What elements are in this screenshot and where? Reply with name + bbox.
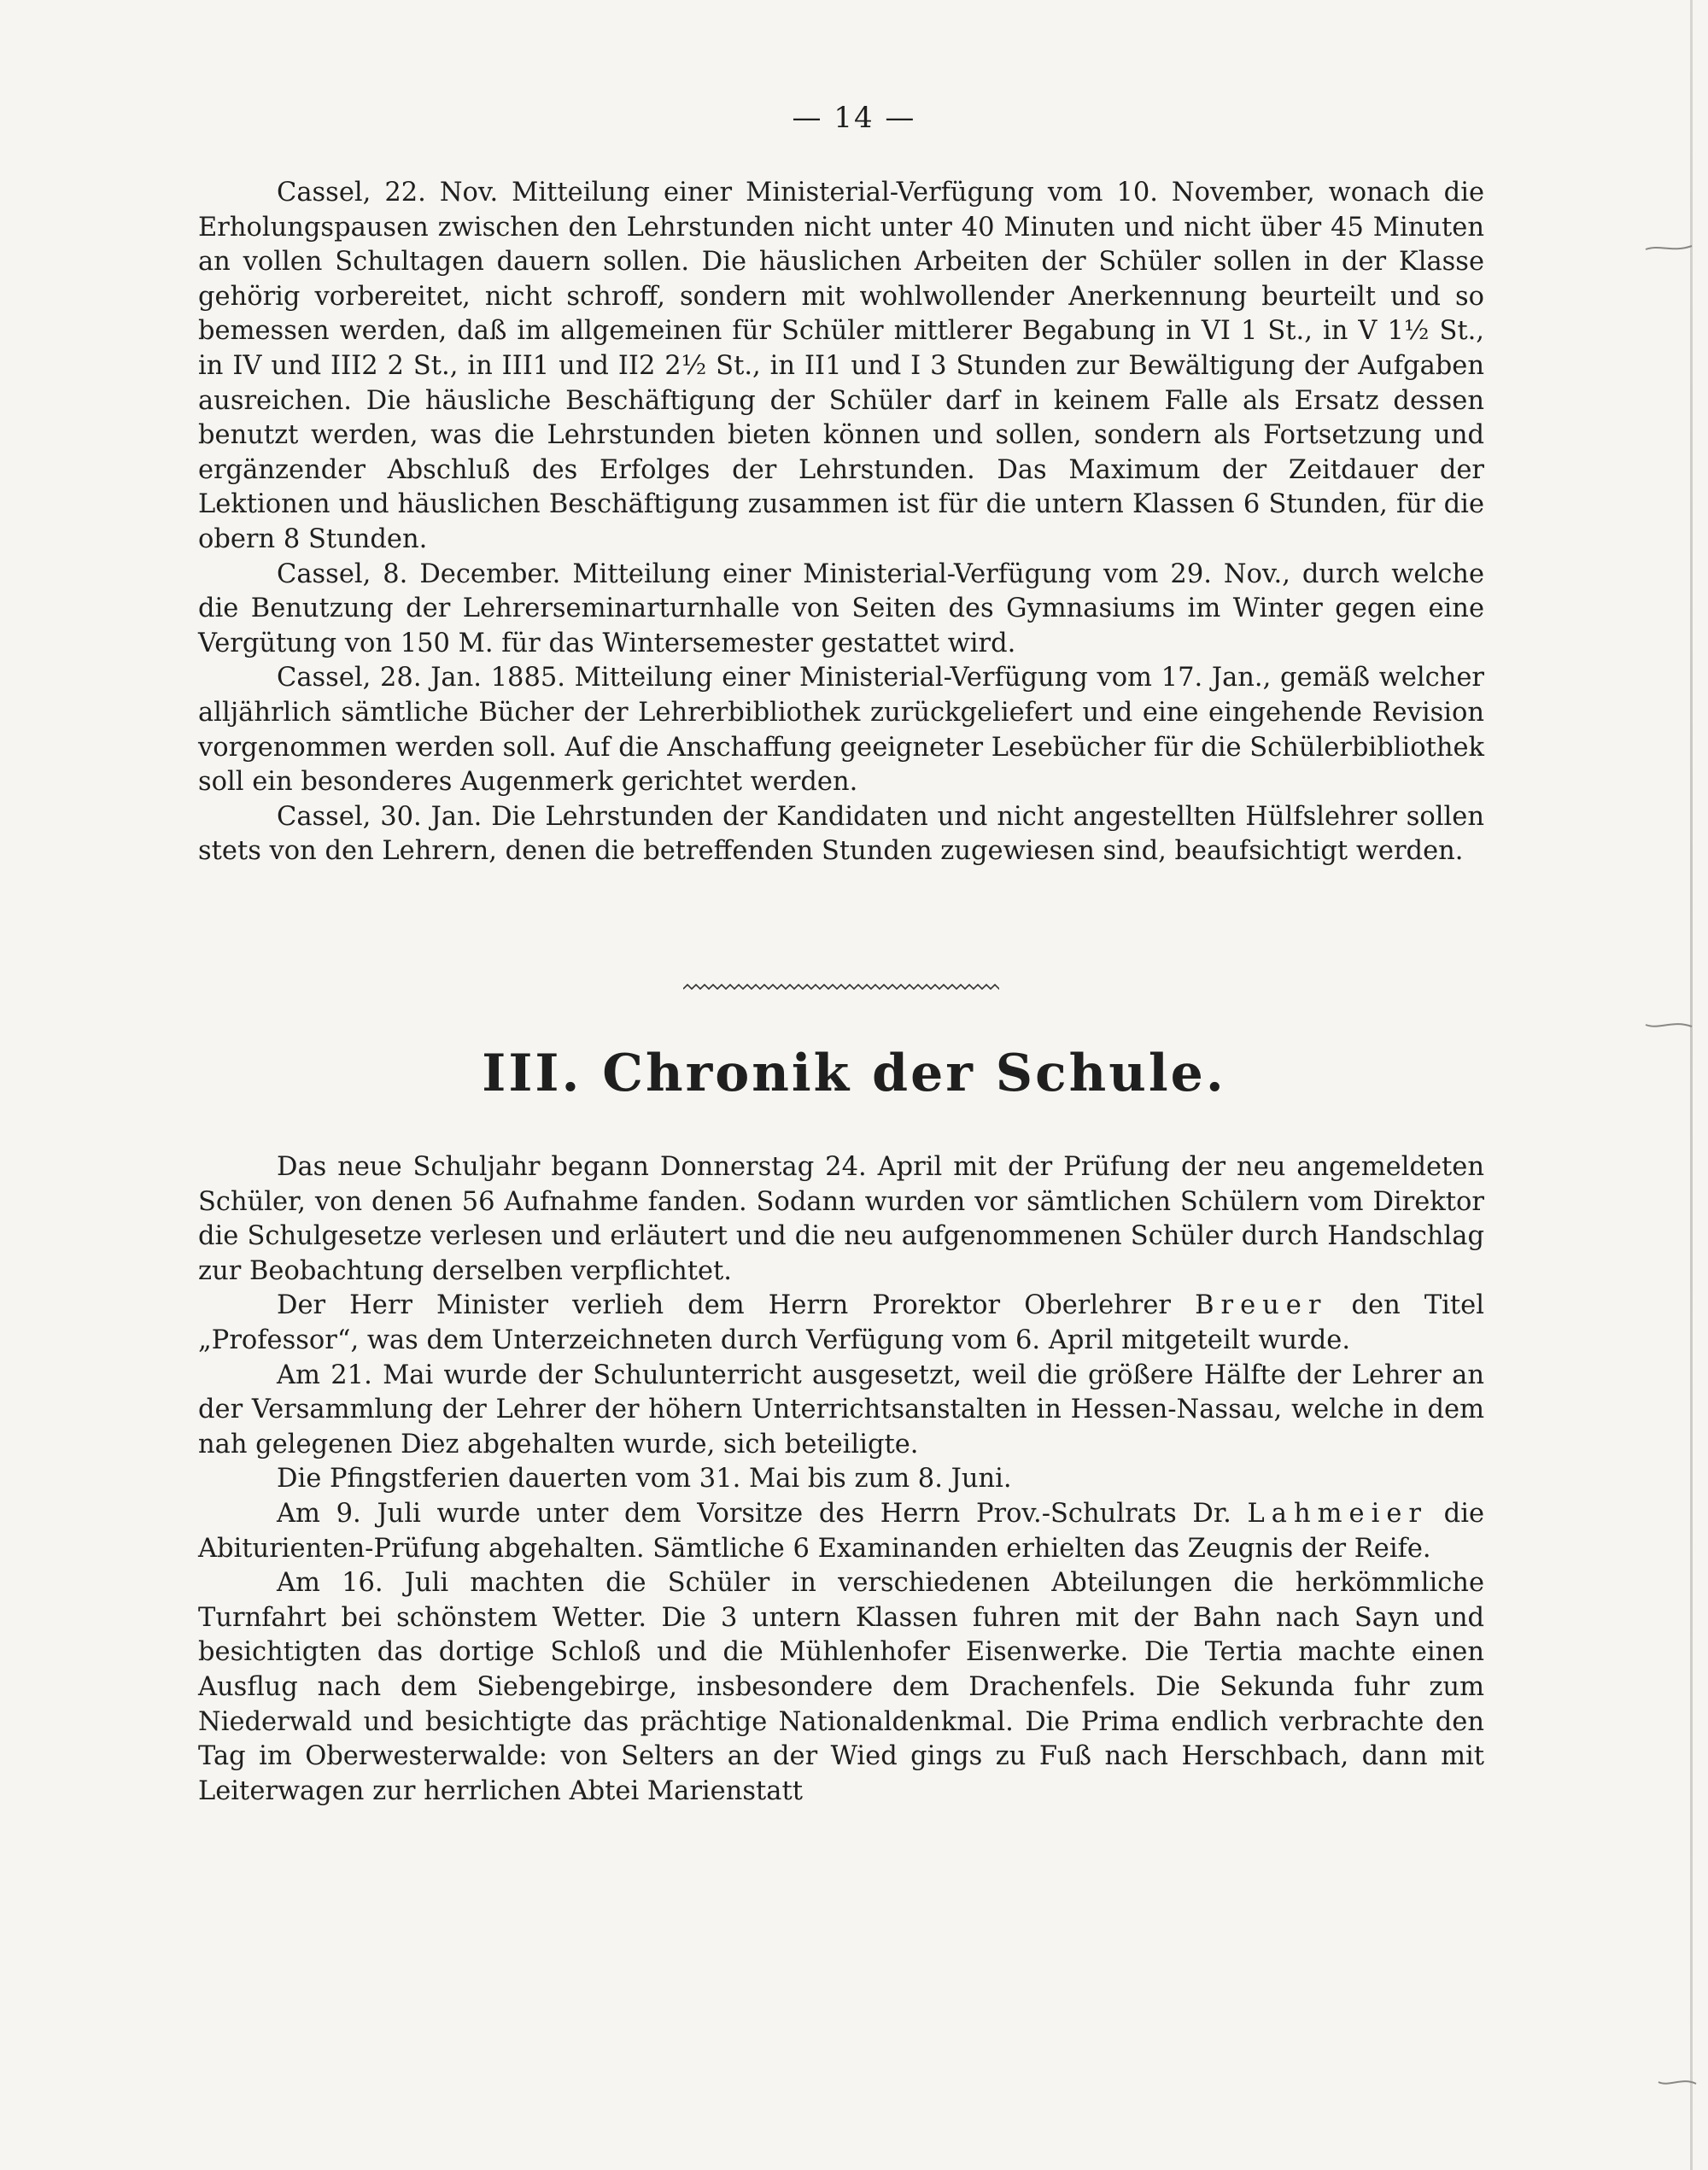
paragraph: Cassel, 22. Nov. Mitteilung einer Ministerial-Verfügung vom 10. November, wonach die Erholungspausen zwischen den Lehrstunden nicht unter 40 Minuten und nicht über 45 Minuten an vollen Schultagen dauern sollen. Die häuslichen Arbeiten der Schüler sollen in der Klasse gehörig vorbereitet, nicht schroff, sondern mit wohlwollender Anerkennung beurteilt und so bemessen werden, daß im allgemeinen für Schüler mittlerer Begabung in VI 1 St., in V 1½ St., in IV und III2 2 St., in III1 und II2 2½ St., in II1 und I 3 Stunden zur Bewältigung der Aufgaben ausreichen. Die häusliche Beschäftigung der Schüler darf in keinem Falle als Ersatz dessen benutzt werden, was die Lehrstunden bieten können und sollen, sondern als Fortsetzung und ergänzender Abschluß des Erfolges der Lehrstunden. Das Maximum der Zeitdauer der Lektionen und häuslichen Beschäftigung zusammen ist für die untern Klassen 6 Stunden, für die obern 8 Stunden. xyxy=(198,178,1484,554)
section-heading xyxy=(0,1044,1708,1103)
section-title: Chronik der Schule. xyxy=(602,1044,1226,1103)
ministerial-notices xyxy=(198,176,1484,869)
paragraph: Die Pfingstferien dauerten vom 31. Mai bis zum 8. Juni. xyxy=(277,1464,1012,1494)
paragraph xyxy=(198,1497,1484,1566)
paragraph xyxy=(198,1289,1484,1358)
person-name: Breuer xyxy=(1195,1290,1328,1321)
person-name: Lahmeier xyxy=(1247,1498,1428,1529)
paragraph: Das neue Schuljahr begann Donnerstag 24. April mit der Prüfung der neu angemeldeten Schüler, von denen 56 Aufnahme fanden. Sodann wurden vor sämtlichen Schülern vom Direktor die Schulgesetze verlesen und erläutert und die neu aufgenommenen Schüler durch Handschlag zur Beobachtung derselben verpflichtet. xyxy=(198,1152,1484,1286)
scan-smudge-mark xyxy=(1644,231,1695,265)
paragraph: Cassel, 8. December. Mitteilung einer Ministerial-Verfügung vom 29. Nov., durch welche die Benutzung der Lehrerseminarturnhalle von Seiten des Gymnasiums im Winter gegen eine Vergütung von 150 M. für das Wintersemester gestattet wird. xyxy=(198,559,1484,658)
paragraph: Am 16. Juli machten die Schüler in verschiedenen Abteilungen die herkömmliche Turnfahrt bei schönstem Wetter. Die 3 untern Klassen fuhren mit der Bahn nach Sayn und besichtigten das dortige Schloß und die Mühlenhofer Eisenwerke. Die Tertia machte einen Ausflug nach dem Siebengebirge, insbesondere dem Drachenfels. Die Sekunda fuhr zum Niederwald und besichtigte das prächtige Nationaldenkmal. Die Prima endlich verbrachte den Tag im Oberwesterwalde: von Selters an der Wied gings zu Fuß nach Herschbach, dann mit Leiterwagen zur herrlichen Abtei Marienstatt xyxy=(198,1568,1484,1806)
section-number: III. xyxy=(482,1044,582,1103)
page-number: — 14 — xyxy=(792,101,916,135)
paragraph: Cassel, 28. Jan. 1885. Mitteilung einer Ministerial-Verfügung vom 17. Jan., gemäß welcher alljährlich sämtliche Bücher der Lehrerbibliothek zurückgeliefert und eine eingehende Revision vorgenommen werden soll. Auf die Anschaffung geeigneter Lesebücher für die Schülerbibliothek soll ein besonderes Augenmerk gerichtet werden. xyxy=(198,663,1485,798)
text-run: Der Herr Minister verlieh dem Herrn Prorektor Oberlehrer xyxy=(277,1290,1196,1321)
text-run: Am 9. Juli wurde unter dem Vorsitze des Herrn Prov.-Schulrats Dr. xyxy=(277,1498,1248,1529)
school-chronicle xyxy=(198,1150,1484,1809)
scan-smudge-mark xyxy=(1657,2067,1699,2101)
paragraph: Am 21. Mai wurde der Schulunterricht ausgesetzt, weil die größere Hälfte der Lehrer an der Versammlung der Lehrer der höhern Unterrichtsanstalten in Hessen-Nassau, welche in dem nah gelegenen Diez abgehalten wurde, sich beteiligte. xyxy=(198,1360,1484,1459)
wavy-divider xyxy=(683,980,999,997)
text-run: die Abiturienten-Prüfung abgehalten. Sämtliche 6 Examinanden erhielten das Zeugnis der Reife. xyxy=(198,1498,1485,1564)
text-run: den Titel „Professor“, was dem Unterzeichneten durch Verfügung vom 6. April mitgeteilt wurde. xyxy=(198,1290,1484,1355)
scan-smudge-mark xyxy=(1644,1008,1695,1042)
paragraph: Cassel, 30. Jan. Die Lehrstunden der Kandidaten und nicht angestellten Hülfslehrer sollen stets von den Lehrern, denen die betreffenden Stunden zugewiesen sind, beaufsichtigt werden. xyxy=(198,801,1484,867)
